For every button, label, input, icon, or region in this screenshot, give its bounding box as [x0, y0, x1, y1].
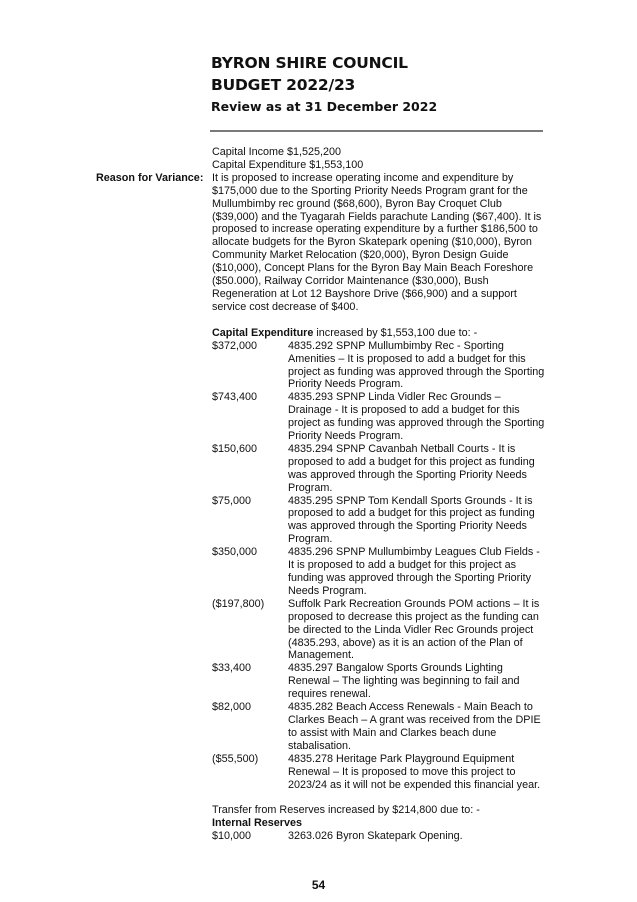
table-row: [212, 598, 547, 663]
internal-reserves-heading: Internal Reserves: [212, 817, 303, 830]
item-description: 4835.293 SPNP Linda Vidler Rec Grounds – Drainage - It is proposed to add a budget for this project as funding was approved through the Sporting Priority Needs Program.: [288, 391, 545, 443]
table-row: [212, 830, 547, 843]
table-row: [212, 701, 547, 753]
item-description: 4835.282 Beach Access Renewals - Main Beach to Clarkes Beach – A grant was received from the DPIE to assist with Main and Clarkes beach dune stabalisation.: [288, 701, 541, 752]
capex-title: [212, 327, 547, 340]
item-amount: $150,600: [212, 442, 258, 455]
page-number: 54: [311, 878, 326, 892]
item-amount: $82,000: [212, 701, 252, 714]
item-description: 4835.297 Bangalow Sports Grounds Lighting Renewal – The lighting was beginning to fail and requires renewal.: [288, 662, 520, 701]
spacer: [212, 791, 547, 804]
item-description: 4835.296 SPNP Mullumbimby Leagues Club Fields - It is proposed to add a budget for this project as funding was approved through the Sporting Priority Needs Program.: [288, 546, 540, 597]
item-description: 3263.026 Byron Skatepark Opening.: [288, 830, 463, 843]
reserves-subtitle: [212, 817, 547, 830]
item-amount: ($197,800): [212, 597, 265, 610]
item-description: 4835.295 SPNP Tom Kendall Sports Grounds - It is proposed to add a budget for this project as funding was approved through the Sporting Priority Needs Program.: [288, 494, 535, 546]
reason-label: Reason for Variance:: [96, 171, 204, 184]
item-amount: $33,400: [212, 662, 252, 675]
reserves-title: Transfer from Reserves increased by $214,800 due to: -: [212, 804, 480, 817]
item-amount: ($55,500): [212, 752, 259, 765]
item-description: 4835.278 Heritage Park Playground Equipment Renewal – It is proposed to move this project to 2023/24 as it will not be expended this financial year.: [288, 752, 541, 791]
capex-table: [212, 340, 547, 792]
capex-title-rest: increased by $1,553,100 due to: -: [313, 326, 478, 339]
capital-expenditure: Capital Expenditure $1,553,100: [212, 158, 364, 171]
page-header: [211, 52, 571, 117]
table-row: [212, 662, 547, 701]
table-row: [212, 340, 547, 392]
table-row: [212, 495, 547, 547]
item-description: 4835.294 SPNP Cavanbah Netball Courts - It is proposed to add a budget for this project as funding was approved through the Sporting Priority Needs Program.: [288, 442, 535, 494]
budget-title: BUDGET 2022/23: [211, 76, 356, 94]
item-amount: $350,000: [212, 546, 258, 559]
item-amount: $10,000: [212, 830, 252, 843]
item-amount: $372,000: [212, 339, 258, 352]
reserves-table: [212, 830, 547, 843]
capital-income: Capital Income $1,525,200: [212, 146, 342, 158]
table-row: [212, 443, 547, 495]
review-date: Review as at 31 December 2022: [211, 99, 438, 114]
item-description: 4835.292 SPNP Mullumbimby Rec - Sporting Amenities – It is proposed to add a budget for this project as funding was approved through the Sporting Priority Needs Program.: [288, 339, 545, 391]
table-row: [212, 546, 547, 598]
header-divider: [210, 130, 543, 132]
item-amount: $75,000: [212, 494, 252, 507]
item-description: Suffolk Park Recreation Grounds POM actions – It is proposed to decrease this project as the funding can be directed to the Linda Vidler Rec Grounds project (4835.293, above) as it is an action of the Plan of Management.: [288, 597, 540, 662]
item-amount: $743,400: [212, 391, 258, 404]
table-row: [212, 753, 547, 792]
capex-title-bold: Capital Expenditure: [212, 326, 314, 339]
page-content: [212, 146, 547, 843]
spacer: [212, 314, 547, 327]
council-name: BYRON SHIRE COUNCIL: [211, 54, 408, 72]
table-row: [212, 391, 547, 443]
reason-text: It is proposed to increase operating income and expenditure by $175,000 due to the Sporting Priority Needs Program grant for the Mullumbimby rec ground ($68,600), Byron Bay Croquet Club ($39,000) and the Tyagarah Fields parachute Landing ($67,400). It is proposed to increase operating expenditure by a further $186,500 to allocate budgets for the Byron Skatepark opening ($10,000), Byron Community Market Relocation ($20,000), Byron Design Guide ($10,000), Concept Plans for the Byron Bay Main Beach Foreshore ($50.000), Railway Corridor Maintenance ($30,000), Bush Regeneration at Lot 12 Bayshore Drive ($66,900) and a support service cost decrease of $400.: [212, 171, 542, 313]
